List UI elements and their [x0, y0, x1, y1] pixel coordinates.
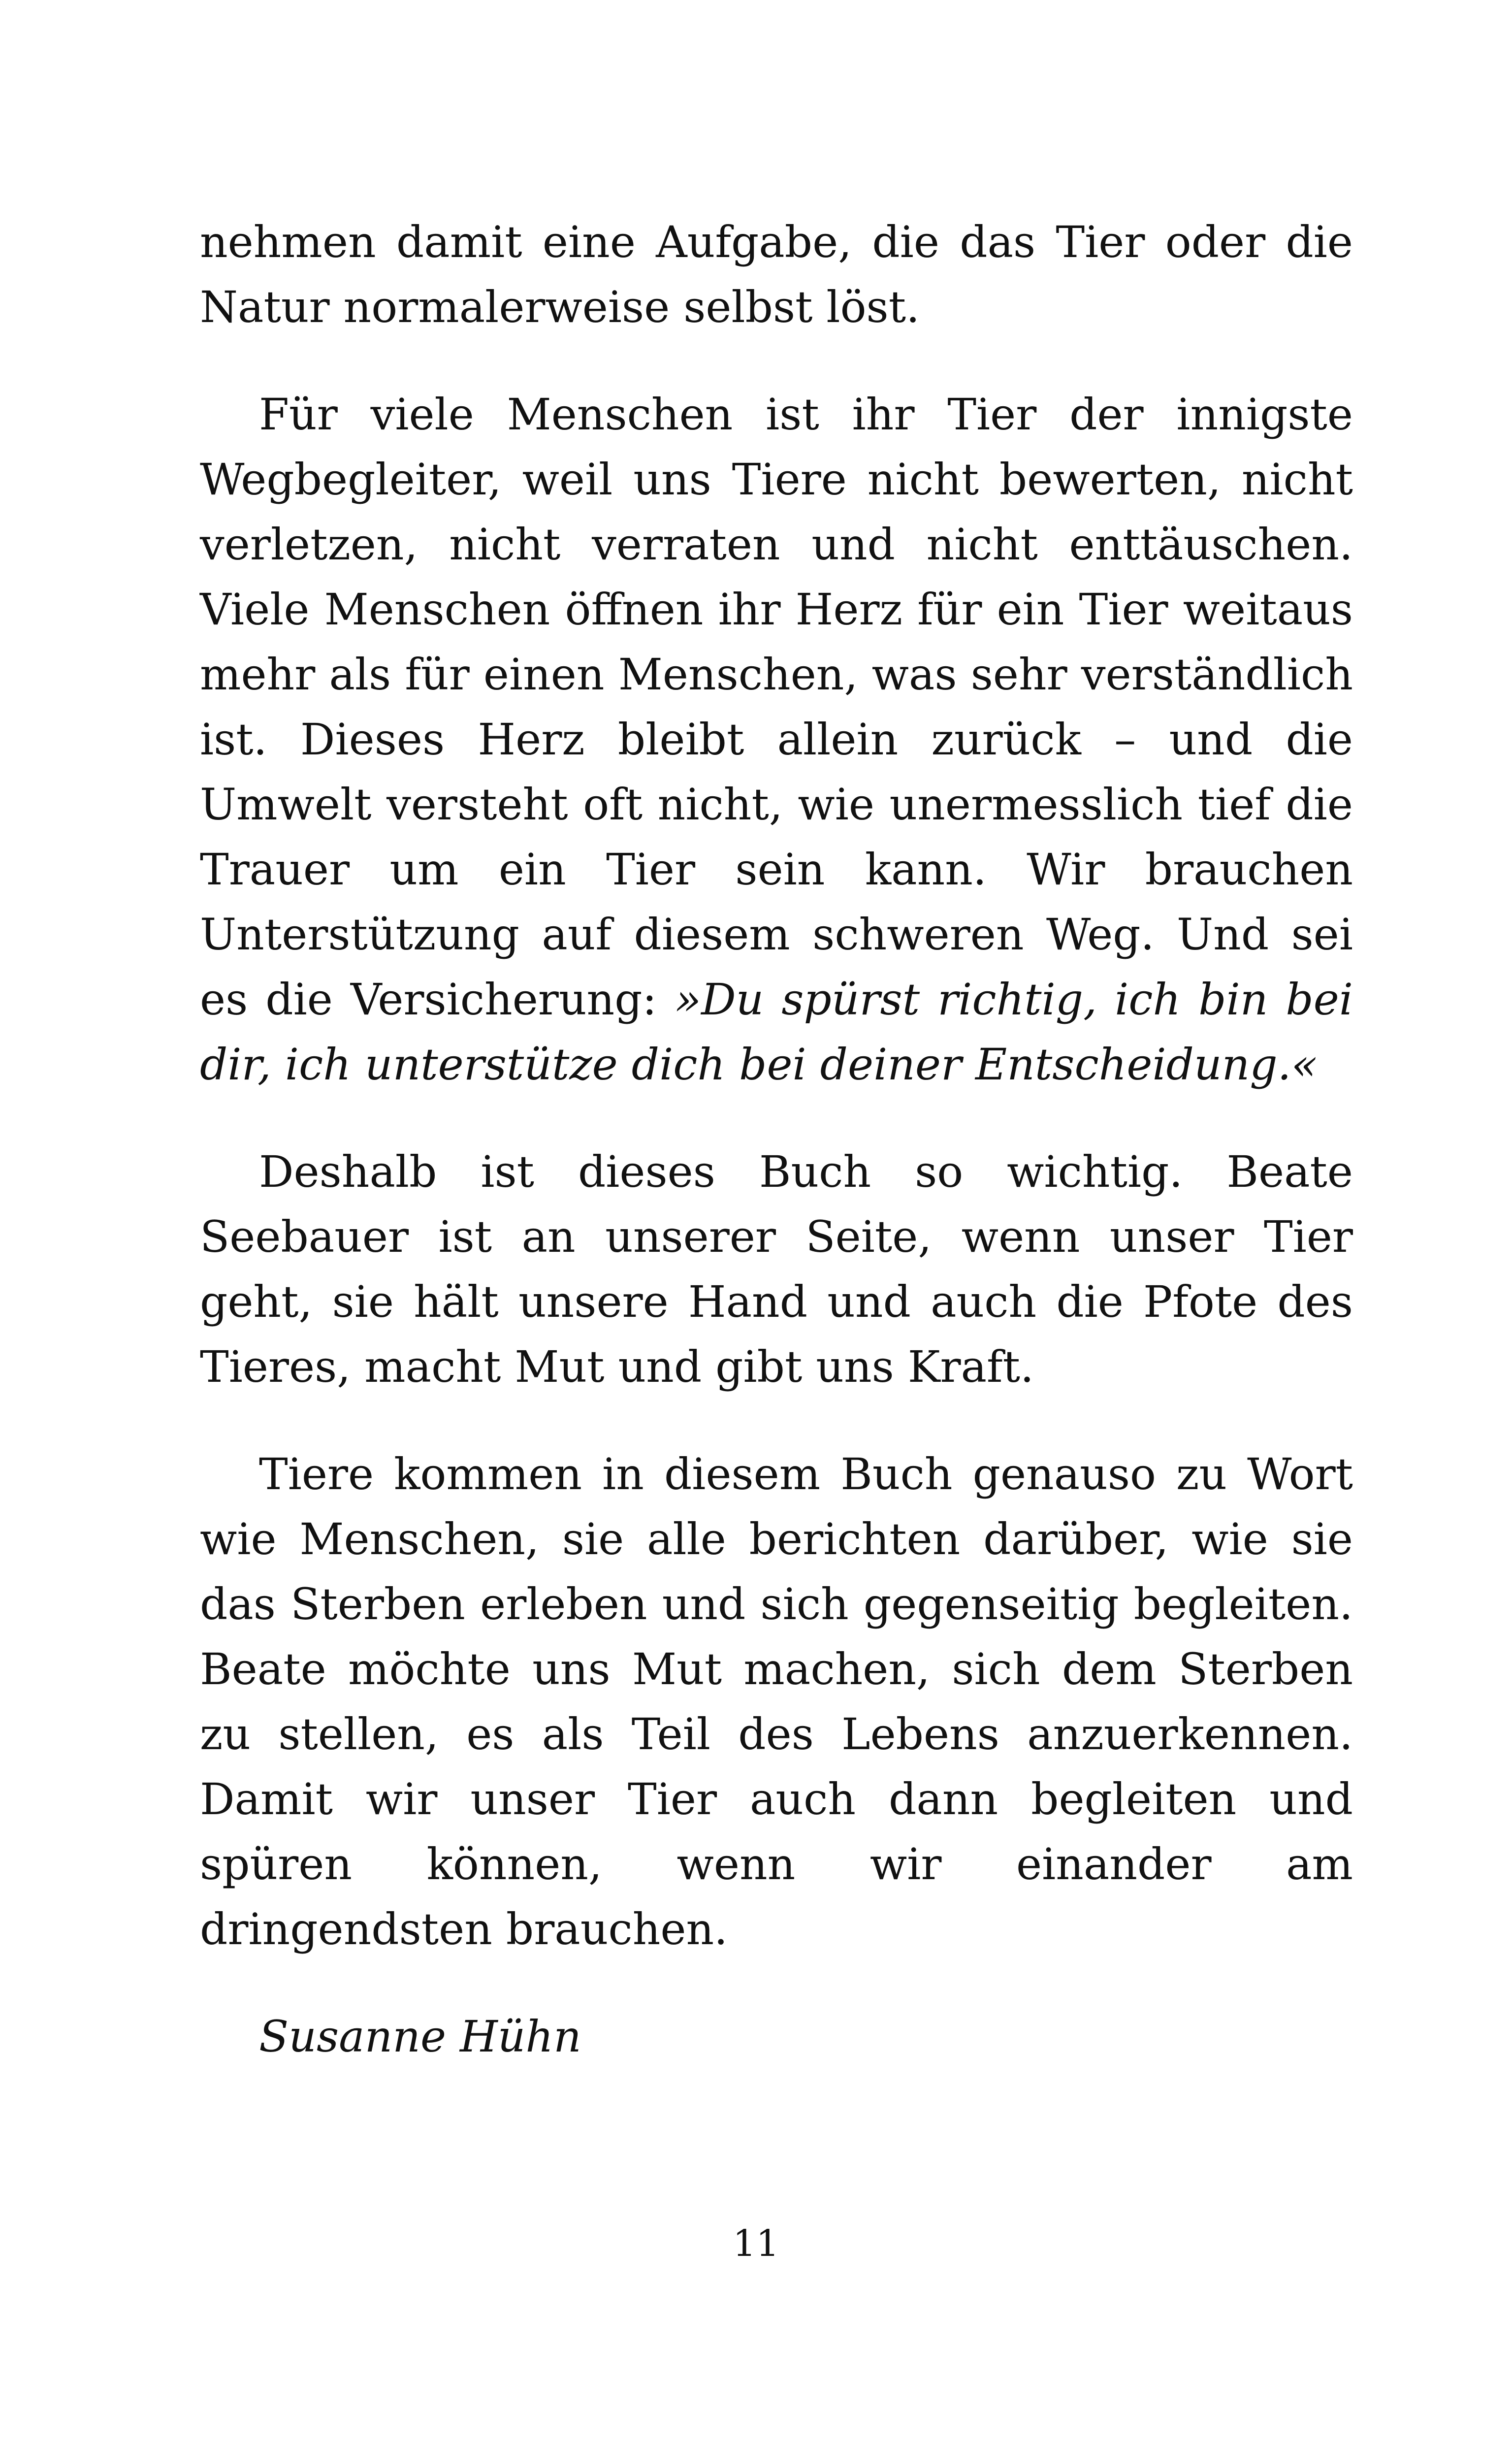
paragraph-book-importance: Deshalb ist dieses Buch so wichtig. Beate Seebauer ist an unserer Seite, wenn unser Tier geht, sie hält unsere Hand und auch die Pfote des Tieres, macht Mut und gibt uns Kraft.: [200, 1146, 1353, 1392]
body-text: [200, 210, 1353, 2069]
italic-quote: »Du spürst richtig, ich bin bei dir, ich unterstütze dich bei deiner Entscheidung.«: [200, 974, 1353, 1090]
paragraph-companion: [200, 382, 1353, 1097]
paragraph-continuation: nehmen damit eine Aufgabe, die das Tier oder die Natur normalerweise selbst löst.: [200, 217, 1353, 332]
page-number: 11: [733, 2222, 779, 2265]
author-signature: Susanne Hühn: [259, 2011, 581, 2062]
paragraph-animals-speak: Tiere kommen in diesem Buch genauso zu Wort wie Menschen, sie alle berichten darüber, wie sie das Sterben erleben und sich gegenseitig begleiten. Beate möchte uns Mut machen, sich dem Sterben zu stellen, es als Teil des Lebens anzuerkennen. Damit wir unser Tier auch dann begleiten und spüren können, wenn wir einander am dringendsten brauchen.: [200, 1449, 1353, 1954]
paragraph-companion-text: Für viele Menschen ist ihr Tier der innigste Wegbegleiter, weil uns Tiere nicht bewerten, nicht verletzen, nicht verraten und nicht enttäuschen. Viele Menschen öffnen ihr Herz für ein Tier weitaus mehr als für einen Menschen, was sehr verständlich ist. Dieses Herz bleibt allein zurück – und die Umwelt versteht oft nicht, wie unermesslich tief die Trauer um ein Tier sein kann. Wir brauchen Unterstützung auf diesem schweren Weg. Und sei es die Versicherung:: [200, 389, 1353, 1025]
